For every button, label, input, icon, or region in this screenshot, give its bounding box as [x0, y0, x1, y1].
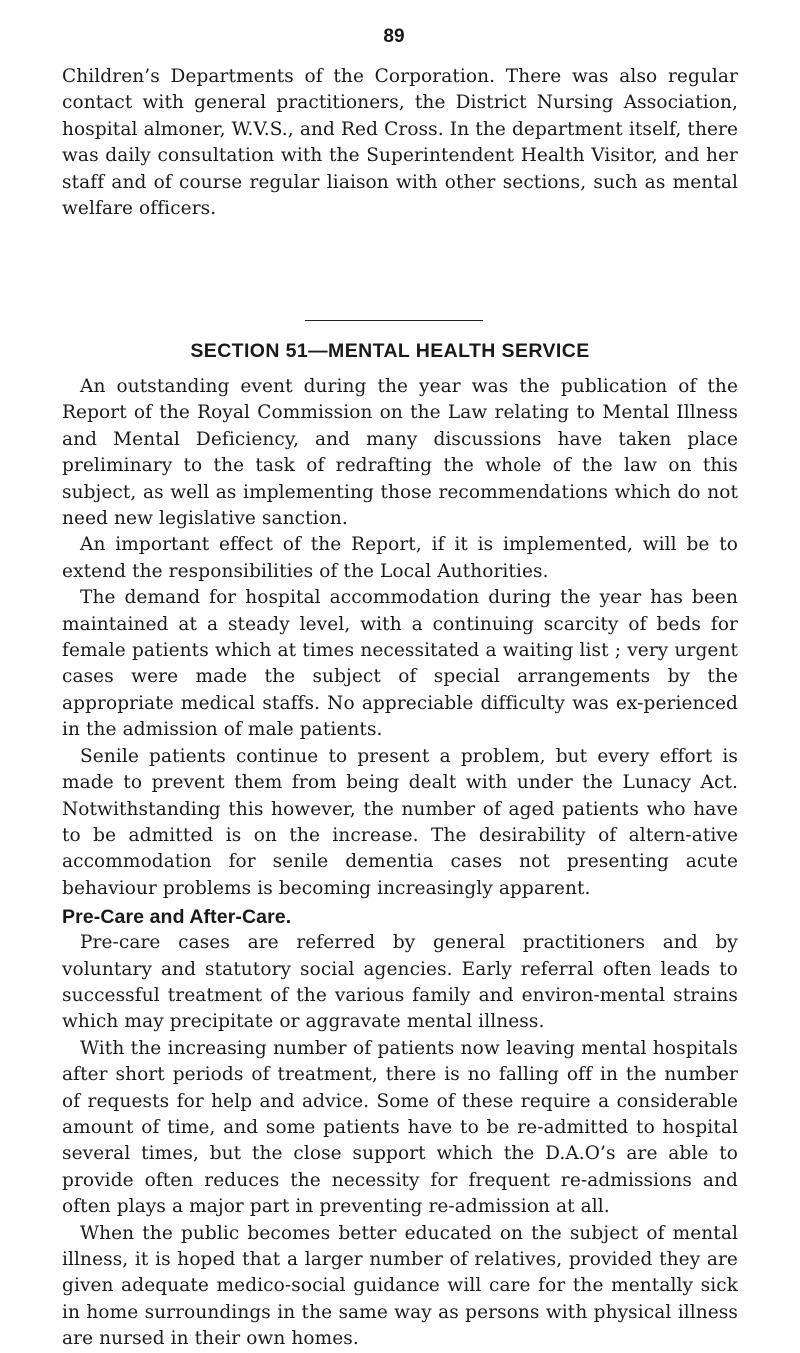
section-heading: SECTION 51—MENTAL HEALTH SERVICE [190, 340, 590, 362]
intro-block [62, 64, 738, 222]
subsection-heading: Pre-Care and After-Care. [62, 906, 292, 929]
subsection-paragraph: Pre-care cases are referred by general practitioners and by voluntary and statutory social agencies. Early referral often leads to successful treatment of the various family and environ-mental strains which may precipitate or aggravate mental illness. [62, 932, 738, 1033]
subsection-paragraph: When the public becomes better educated on the subject of mental illness, it is hoped that a larger number of relatives, provided they are given adequate medico-social guidance will care for the mentally sick in home surroundings in the same way as persons with physical illness are nursed in their own homes. [62, 1222, 738, 1350]
page-number: 89 [383, 26, 405, 47]
section-divider [305, 320, 483, 321]
section-paragraph: The demand for hospital accommodation during the year has been maintained at a steady level, with a continuing scarcity of beds for female patients which at times necessitated a waiting list ; very urgent cases were made the subject of special arrangements by the appropriate medical staffs. No appreciable difficulty was ex-perienced in the admission of male patients. [62, 587, 738, 741]
section-paragraph: An outstanding event during the year was the publication of the Report of the Royal Commission on the Law relating to Mental Illness and Mental Deficiency, and many discussions have taken place preliminary to the task of redrafting the whole of the law on this subject, as well as implementing those recommendations which do not need new legislative sanction. [62, 376, 738, 530]
intro-paragraph: Children’s Departments of the Corporation. There was also regular contact with general practitioners, the District Nursing Association, hospital almoner, W.V.S., and Red Cross. In the department itself, there was daily consultation with the Superintendent Health Visitor, and her staff and of course regular liaison with other sections, such as mental welfare officers. [62, 66, 738, 220]
section-paragraph: Senile patients continue to present a problem, but every effort is made to prevent them from being dealt with under the Lunacy Act. Notwithstanding this however, the number of aged patients who have to be admitted is on the increase. The desirability of altern-ative accommodation for senile dementia cases not presenting acute behaviour problems is becoming increasingly apparent. [62, 745, 738, 899]
section-paragraph: An important effect of the Report, if it is implemented, will be to extend the responsibilities of the Local Authorities. [62, 534, 738, 582]
subsection-paragraph: With the increasing number of patients now leaving mental hospitals after short periods of treatment, there is no falling off in the number of requests for help and advice. Some of these require a considerable amount of time, and some patients have to be re-admitted to hospital several times, but the close support which the D.A.O’s are able to provide often reduces the necessity for frequent re-admissions and often plays a major part in preventing re-admission at all. [62, 1037, 738, 1218]
section-body [62, 374, 738, 1353]
